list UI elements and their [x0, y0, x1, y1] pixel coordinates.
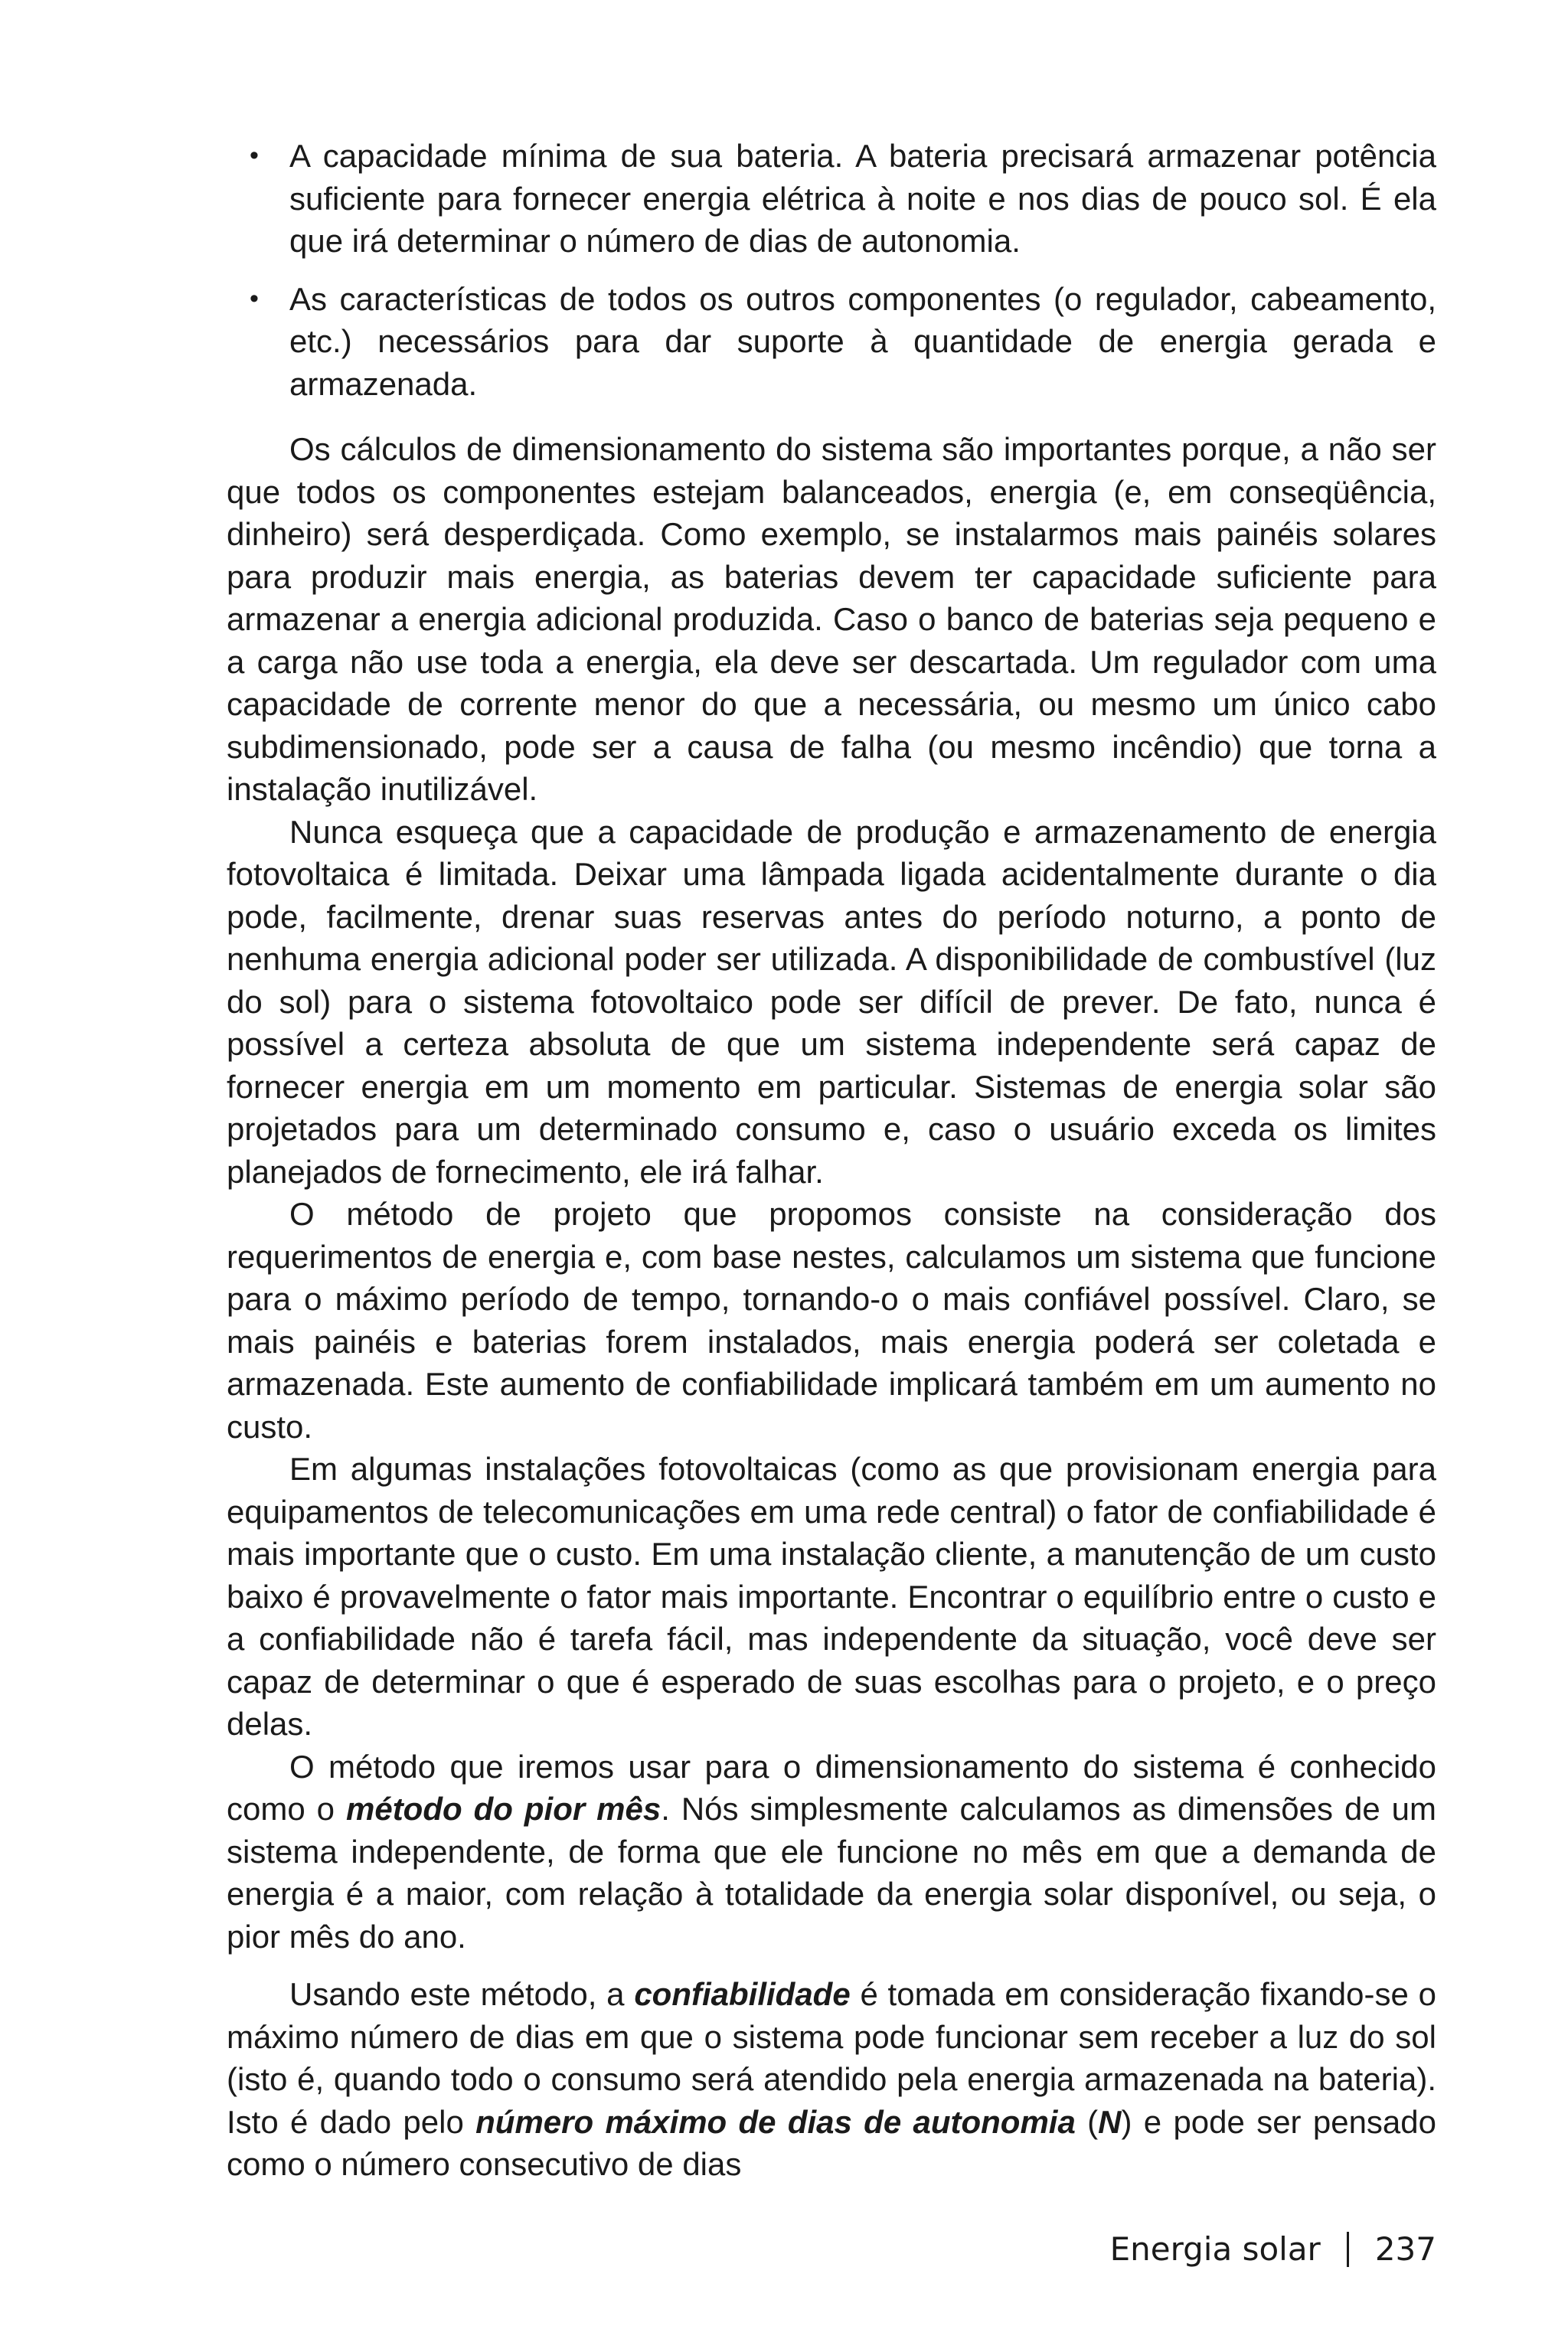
paragraph-autonomy — [227, 1973, 1436, 2186]
text-segment: ( — [1075, 2103, 1099, 2140]
page-body — [227, 135, 1436, 2186]
text-segment: é tomada em consideração fixando-se o máximo número de dias em que o sistema pode funcionar sem receber a luz do sol (isto é, quando todo o consumo será atendido pela energia armazenada na bateria). Isto é dado pelo — [227, 1976, 1436, 2140]
paragraph-dimensioning: Os cálculos de dimensionamento do sistema são importantes porque, a não ser que todos os componentes estejam balanceados, energia (e, em conseqüência, dinheiro) será desperdiçada. Como exemplo, se instalarmos mais painéis solares para produzir mais energia, as baterias devem ter capacidade suficiente para armazenar a energia adicional produzida. Caso o banco de baterias seja pequeno e a carga não use toda a energia, ela deve ser descartada. Um regulador com uma capacidade de corrente menor do que a necessária, ou mesmo um único cabo subdimensionado, pode ser a causa de falha (ou mesmo incêndio) que torna a instalação inutilizável. — [227, 431, 1436, 807]
text-segment: ) e pode ser pensado como o número consecutivo de dias — [227, 2103, 1436, 2182]
bullet-item-components: • As características de todos os outros componentes (o regulador, cabeamento, etc.) necessários para dar suporte à quantidade de energia gerada e armazenada. — [227, 278, 1436, 406]
emphasis-n-symbol: N — [1098, 2103, 1122, 2140]
text-segment: . Nós simplesmente calculamos as dimensões de um sistema independente, de forma que ele funcione no mês em que a demanda de energia é a maior, com relação à totalidade da energia solar disponível, ou seja, o pior mês do ano. — [227, 1791, 1436, 1955]
paragraph-reliability-cost: Em algumas instalações fotovoltaicas (como as que provisionam energia para equipamentos de telecomunicações em uma rede central) o fator de confiabilidade é mais importante que o custo. Em uma instalação cliente, a manutenção de um custo baixo é provavelmente o fator mais importante. Encontrar o equilíbrio entre o custo e a confiabilidade não é tarefa fácil, mas independente da situação, você deve ser capaz de determinar o que é esperado de suas escolhas para o projeto, e o preço delas. — [227, 1451, 1436, 1742]
emphasis-max-autonomy-days: número máximo de dias de autonomia — [475, 2103, 1076, 2140]
text-segment: O método que iremos usar para o dimensionamento do sistema é conhecido como o — [227, 1748, 1436, 1827]
footer-section-title: Energia solar — [1109, 2230, 1321, 2268]
paragraph-method: O método de projeto que propomos consiste na consideração dos requerimentos de energia e, com base nestes, calculamos um sistema que funcione para o máximo período de tempo, tornando-o o mais confiável possível. Claro, se mais painéis e baterias forem instalados, mais energia poderá ser coletada e armazenada. Este aumento de confiabilidade implicará também em um aumento no custo. — [227, 1196, 1436, 1445]
footer-page-number: 237 — [1374, 2230, 1436, 2268]
text-segment: Usando este método, a — [289, 1976, 635, 2012]
bullet-list — [227, 135, 1436, 405]
paragraph-limits: Nunca esqueça que a capacidade de produção e armazenamento de energia fotovoltaica é limitada. Deixar uma lâmpada ligada acidentalmente durante o dia pode, facilmente, drenar suas reservas antes do período noturno, a ponto de nenhuma energia adicional poder ser utilizada. A disponibilidade de combustível (luz do sol) para o sistema fotovoltaico pode ser difícil de prever. De fato, nunca é possível a certeza absoluta de que um sistema independente será capaz de fornecer energia em um momento em particular. Sistemas de energia solar são projetados para um determinado consumo e, caso o usuário exceda os limites planejados de fornecimento, ele irá falhar. — [227, 813, 1436, 1190]
page-footer — [1110, 2228, 1436, 2271]
paragraph-worst-month — [227, 1746, 1436, 1958]
bullet-item-battery: • A capacidade mínima de sua bateria. A bateria precisará armazenar potência suficiente para fornecer energia elétrica à noite e nos dias de pouco sol. É ela que irá determinar o número de dias de autonomia. — [227, 135, 1436, 263]
emphasis-worst-month-method: método do pior mês — [345, 1791, 662, 1827]
emphasis-reliability: confiabilidade — [634, 1976, 851, 2012]
footer-separator — [1347, 2232, 1349, 2267]
